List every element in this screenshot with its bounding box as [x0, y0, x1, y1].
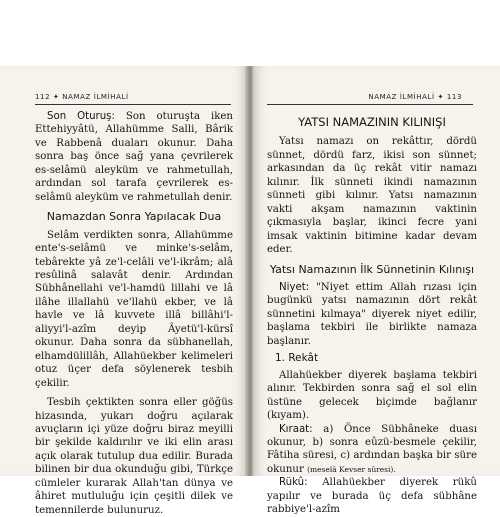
- left-header-rule: [35, 104, 231, 105]
- right-header-rule: [267, 104, 473, 105]
- ruku-text: Allahüekber diyerek rükû yapılır ve burada üç defa sübhâne rabbiye'l-azîm: [267, 477, 477, 516]
- kiraat-text: a) Önce Sübhâneke duası okunur, b) sonra eûzü-besmele çekilir, Fâtiha süresi, c) ardından başka bir süre okunur: [267, 423, 477, 475]
- left-page: [0, 66, 247, 516]
- son-oturus-text: Son oturuşta iken Ettehiyyâtü, Allahümme Salli, Bârik ve Rabbenâ duaları okunur. Daha sonra baş önce sağ yana çevrilerek es-selâmü aleyküm ve rahmetullah, ardından sol tarafa çevrilerek es-selâmü aleyküm ve rahmetullah denir.: [35, 111, 233, 203]
- ruku-paragraph: [267, 476, 477, 516]
- niyet-term: Niyet:: [279, 281, 310, 293]
- ruku-term: Rükû:: [279, 477, 308, 489]
- tesbih-paragraph: Tesbih çektikten sonra eller göğüs hizasında, yukarı doğru açılarak avuçların içi yüze doğru biraz meyilli bir şekilde kaldırılır ve iki elin arası açık olarak tutulup dua edilir. Burada bilinen bir dua okunduğu gibi, Türkçe cümleler kurarak Allah'tan dünya ve âhiret mutluluğu için çeşitli dilek ve temennilerde bulunuruz.: [35, 397, 233, 516]
- niyet-text: "Niyet ettim Allah rızası için bugünkü yatsı namazının dört rekât sünnetini kılmaya" diyerek niyet edilir, başlama tekbiri ile birlikte namaza başlanır.: [267, 281, 477, 347]
- son-oturus-paragraph: [35, 110, 233, 204]
- kiraat-note: (meselâ Kevser sûresi).: [307, 464, 396, 474]
- right-running-header: NAMAZ İLMİHALİ ✦ 113: [368, 93, 462, 101]
- kiraat-term: Kıraat:: [279, 423, 313, 435]
- son-oturus-term: Son Oturuş:: [47, 111, 115, 122]
- left-running-header: 112 ✦ NAMAZ İLMİHALİ: [35, 93, 129, 101]
- left-page-content: [35, 110, 233, 517]
- yatsi-intro-paragraph: Yatsı namazı on rekâttır, dördü sünnet, dördü farz, ikisi son sünnet; arkasından da üç rekât vitir namazı kılınır. İlk sünneti ikindi namazının sünneti gibi kılınır. Yatsı namazının vakti akşam namazının vaktinin çıkmasıyla başlar, ikinci fecre yani imsak vaktinin bitimine kadar devam eder.: [267, 136, 477, 256]
- ilk-sunnet-heading: Yatsı Namazının İlk Sünnetinin Kılınışı: [269, 262, 475, 276]
- tekbir-paragraph: Allahüekber diyerek başlama tekbiri alınır. Tekbirden sonra sağ el sol elin üstüne gelecek biçimde bağlanır (kıyam).: [267, 369, 477, 422]
- right-page: [253, 66, 500, 516]
- niyet-paragraph: [267, 281, 477, 348]
- dua-paragraph: Selâm verdikten sonra, Allahümme ente's-selâmü ve minke's-selâm, tebârekte yâ ze'l-celâli ve'l-ikrâm; alâ resûlinâ salavât denir. Ardından Sübhânellahi ve'l-hamdü lillahi ve lâ ilâhe illallahü ve'llahü ekber, ve lâ havle ve lâ kuvvete illâ billâhi'l-aliyyi'l-azîm deyip Âyetü'l-kürsî okunur. Daha sonra da sübhanellah, elhamdülillâh, Allahüekber kelimeleri otuz üçer defa söylenerek tesbih çekilir.: [35, 229, 233, 389]
- yatsi-title: YATSI NAMAZININ KILINIŞI: [298, 115, 446, 129]
- kiraat-paragraph: [267, 423, 477, 477]
- right-page-content: [267, 110, 477, 517]
- dua-heading: Namazdan Sonra Yapılacak Dua: [46, 210, 222, 224]
- rekat-heading: 1. Rekât: [275, 352, 319, 365]
